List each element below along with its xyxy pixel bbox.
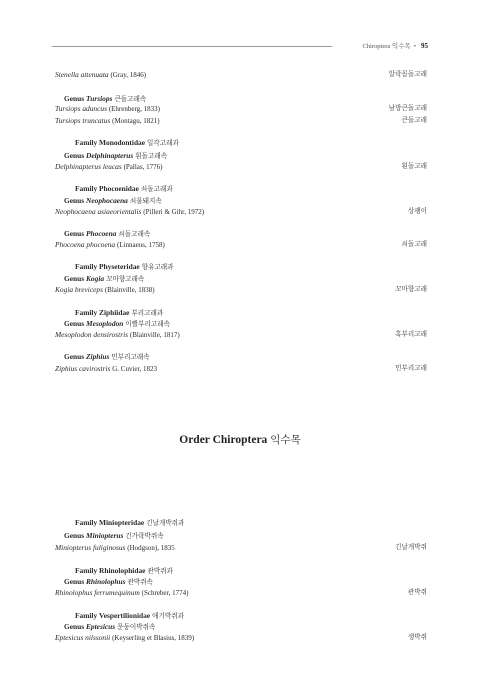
genus-row xyxy=(0,577,480,587)
species-row xyxy=(0,330,480,340)
genus-label: Genus xyxy=(64,196,85,205)
genus-label: Genus xyxy=(64,151,85,160)
species-row xyxy=(0,543,480,553)
genus-korean-name: 쇠돌고래속 xyxy=(118,231,151,238)
family-korean-name: 일각고래과 xyxy=(147,140,179,147)
genus-korean-name: 문둥이박쥐속 xyxy=(117,624,156,631)
header-rule xyxy=(52,46,332,47)
family-name-block xyxy=(75,138,179,149)
family-row xyxy=(0,184,480,194)
genus-name-block xyxy=(64,352,150,363)
family-label: Family xyxy=(75,184,98,193)
genus-name-block xyxy=(64,274,144,285)
running-header xyxy=(52,41,428,53)
genus-name-block xyxy=(64,229,150,240)
genus-name-block xyxy=(64,196,162,207)
family-korean-name: 관박쥐과 xyxy=(147,568,173,575)
family-name: Monodontidae xyxy=(99,138,146,147)
species-author: (Hodgson), 1835 xyxy=(127,544,175,552)
species-name-block xyxy=(55,364,157,374)
genus-row xyxy=(0,151,480,161)
species-author: (Keyserling et Blasius, 1839) xyxy=(112,634,195,642)
family-row xyxy=(0,308,480,318)
genus-name: Rhinolophus xyxy=(86,577,126,586)
species-row xyxy=(0,364,480,374)
genus-name: Phocoena xyxy=(86,229,117,238)
family-row xyxy=(0,611,480,621)
species-name-block xyxy=(55,330,180,340)
species-name: Mesoplodon densirostris xyxy=(55,330,129,339)
species-name: Neophocaena asiaeorientalis xyxy=(55,207,142,216)
species-korean-name: 남방큰돌고래 xyxy=(388,105,427,112)
genus-name: Ziphius xyxy=(86,352,110,361)
species-name-block xyxy=(55,285,155,295)
species-name-block xyxy=(55,70,146,80)
species-name: Eptesicus nilssonii xyxy=(55,633,111,642)
species-author: (Montagu, 1821) xyxy=(112,117,160,125)
species-row xyxy=(0,588,480,598)
genus-row xyxy=(0,531,480,541)
species-korean-name: 생박쥐 xyxy=(407,634,427,641)
genus-label: Genus xyxy=(64,319,85,328)
genus-label: Genus xyxy=(64,622,85,631)
genus-label: Genus xyxy=(64,229,85,238)
species-name: Tursiops truncatus xyxy=(55,116,111,125)
running-title: Chiroptera 익수목 xyxy=(362,43,411,50)
family-korean-name: 쇠돌고래과 xyxy=(140,186,173,193)
species-name: Ziphius cavirostris xyxy=(55,364,111,373)
species-name-block xyxy=(55,207,204,217)
species-name: Tursiops aduncus xyxy=(55,104,107,113)
species-name-block xyxy=(55,633,194,643)
species-korean-name: 관박쥐 xyxy=(407,589,427,596)
family-name-block xyxy=(75,611,184,622)
family-label: Family xyxy=(75,308,98,317)
species-name: Kogia breviceps xyxy=(55,285,103,294)
order-title: Order Chiroptera xyxy=(179,434,268,446)
species-name-block xyxy=(55,588,188,598)
genus-korean-name: 민부리고래속 xyxy=(111,354,150,361)
species-name: Rhinolophus ferrumequinum xyxy=(55,588,140,597)
species-author: (Linnaeus, 1758) xyxy=(117,241,165,249)
family-name: Vespertilionidae xyxy=(99,611,151,620)
family-row xyxy=(0,138,480,148)
order-heading xyxy=(0,432,480,447)
family-name: Rhinolophidae xyxy=(99,566,146,575)
species-row xyxy=(0,70,480,80)
species-name-block xyxy=(55,116,160,126)
species-korean-name: 상괭이 xyxy=(407,208,427,215)
family-name-block xyxy=(75,518,184,529)
genus-label: Genus xyxy=(64,352,85,361)
genus-row xyxy=(0,94,480,104)
family-korean-name: 향유고래과 xyxy=(141,264,174,271)
genus-korean-name: 관박쥐속 xyxy=(127,579,153,586)
genus-korean-name: 꼬마향고래속 xyxy=(106,276,145,283)
genus-label: Genus xyxy=(64,577,85,586)
species-name: Stenella attenuata xyxy=(55,70,109,79)
species-author: (Ehrenberg, 1833) xyxy=(108,105,160,113)
species-name-block xyxy=(55,240,165,250)
genus-row xyxy=(0,319,480,329)
genus-korean-name: 큰돌고래속 xyxy=(114,96,147,103)
family-label: Family xyxy=(75,262,98,271)
family-name: Ziphiidae xyxy=(99,308,130,317)
family-korean-name: 애기박쥐과 xyxy=(152,613,184,620)
genus-name-block xyxy=(64,622,155,633)
family-name: Physeteridae xyxy=(99,262,140,271)
header-text xyxy=(362,41,428,50)
family-label: Family xyxy=(75,566,98,575)
species-korean-name: 쇠돌고래 xyxy=(401,241,427,248)
family-label: Family xyxy=(75,138,98,147)
genus-name: Tursiops xyxy=(86,94,113,103)
family-row xyxy=(0,262,480,272)
genus-name: Neophocaena xyxy=(86,196,128,205)
family-label: Family xyxy=(75,518,98,527)
family-label: Family xyxy=(75,611,98,620)
species-korean-name: 알락꼽돌고래 xyxy=(388,71,427,78)
genus-korean-name: 쇠물돼지속 xyxy=(129,198,162,205)
species-row xyxy=(0,633,480,643)
genus-korean-name: 긴가락박쥐속 xyxy=(125,533,164,540)
species-row xyxy=(0,207,480,217)
species-author: G. Cuvier, 1823 xyxy=(112,365,158,373)
order-korean: 익수목 xyxy=(270,435,301,446)
genus-name-block xyxy=(64,577,153,588)
species-row xyxy=(0,285,480,295)
family-name-block xyxy=(75,566,173,577)
genus-name: Eptesicus xyxy=(86,622,116,631)
species-korean-name: 꼬마향고래 xyxy=(395,286,427,293)
species-author: (Blainville, 1838) xyxy=(104,286,155,294)
species-row xyxy=(0,104,480,114)
genus-row xyxy=(0,274,480,284)
family-korean-name: 긴날개박쥐과 xyxy=(146,520,185,527)
genus-name-block xyxy=(64,319,170,330)
species-row xyxy=(0,240,480,250)
species-name: Delphinapterus leucas xyxy=(55,162,122,171)
family-korean-name: 부리고래과 xyxy=(131,310,164,317)
species-name: Phocoena phocoena xyxy=(55,240,116,249)
genus-name: Delphinapterus xyxy=(86,151,134,160)
species-row xyxy=(0,162,480,172)
bullet-icon: • xyxy=(413,43,416,50)
species-korean-name: 민부리고래 xyxy=(395,365,427,372)
genus-korean-name: 흰돌고래속 xyxy=(135,153,168,160)
genus-row xyxy=(0,622,480,632)
species-author: (Pallas, 1776) xyxy=(123,163,163,171)
genus-label: Genus xyxy=(64,274,85,283)
species-name-block xyxy=(55,104,160,114)
species-korean-name: 긴날개박쥐 xyxy=(395,544,427,551)
genus-label: Genus xyxy=(64,94,85,103)
species-korean-name: 큰돌고래 xyxy=(401,117,427,124)
species-author: (Blainville, 1817) xyxy=(129,331,180,339)
genus-name: Mesoplodon xyxy=(86,319,124,328)
genus-row xyxy=(0,196,480,206)
genus-row xyxy=(0,352,480,362)
family-name-block xyxy=(75,184,173,195)
genus-name-block xyxy=(64,531,164,542)
species-name: Miniopterus fuliginosus xyxy=(55,543,126,552)
genus-label: Genus xyxy=(64,531,85,540)
family-name: Miniopteridae xyxy=(99,518,145,527)
family-row xyxy=(0,518,480,528)
species-author: (Pilleri & Gihr, 1972) xyxy=(143,208,205,216)
species-row xyxy=(0,116,480,126)
genus-row xyxy=(0,229,480,239)
species-name-block xyxy=(55,162,162,172)
family-name-block xyxy=(75,262,174,273)
species-korean-name: 혹부리고래 xyxy=(395,331,427,338)
page-number: 95 xyxy=(421,42,428,50)
family-name: Phocoenidae xyxy=(99,184,139,193)
genus-name: Miniopterus xyxy=(86,531,124,540)
species-author: (Schreber, 1774) xyxy=(141,589,189,597)
genus-korean-name: 이빨부리고래속 xyxy=(125,321,170,328)
species-author: (Gray, 1846) xyxy=(110,71,147,79)
genus-name-block xyxy=(64,151,167,162)
species-name-block xyxy=(55,543,175,553)
species-korean-name: 흰돌고래 xyxy=(401,163,427,170)
genus-name: Kogia xyxy=(86,274,105,283)
family-row xyxy=(0,566,480,576)
family-name-block xyxy=(75,308,163,319)
